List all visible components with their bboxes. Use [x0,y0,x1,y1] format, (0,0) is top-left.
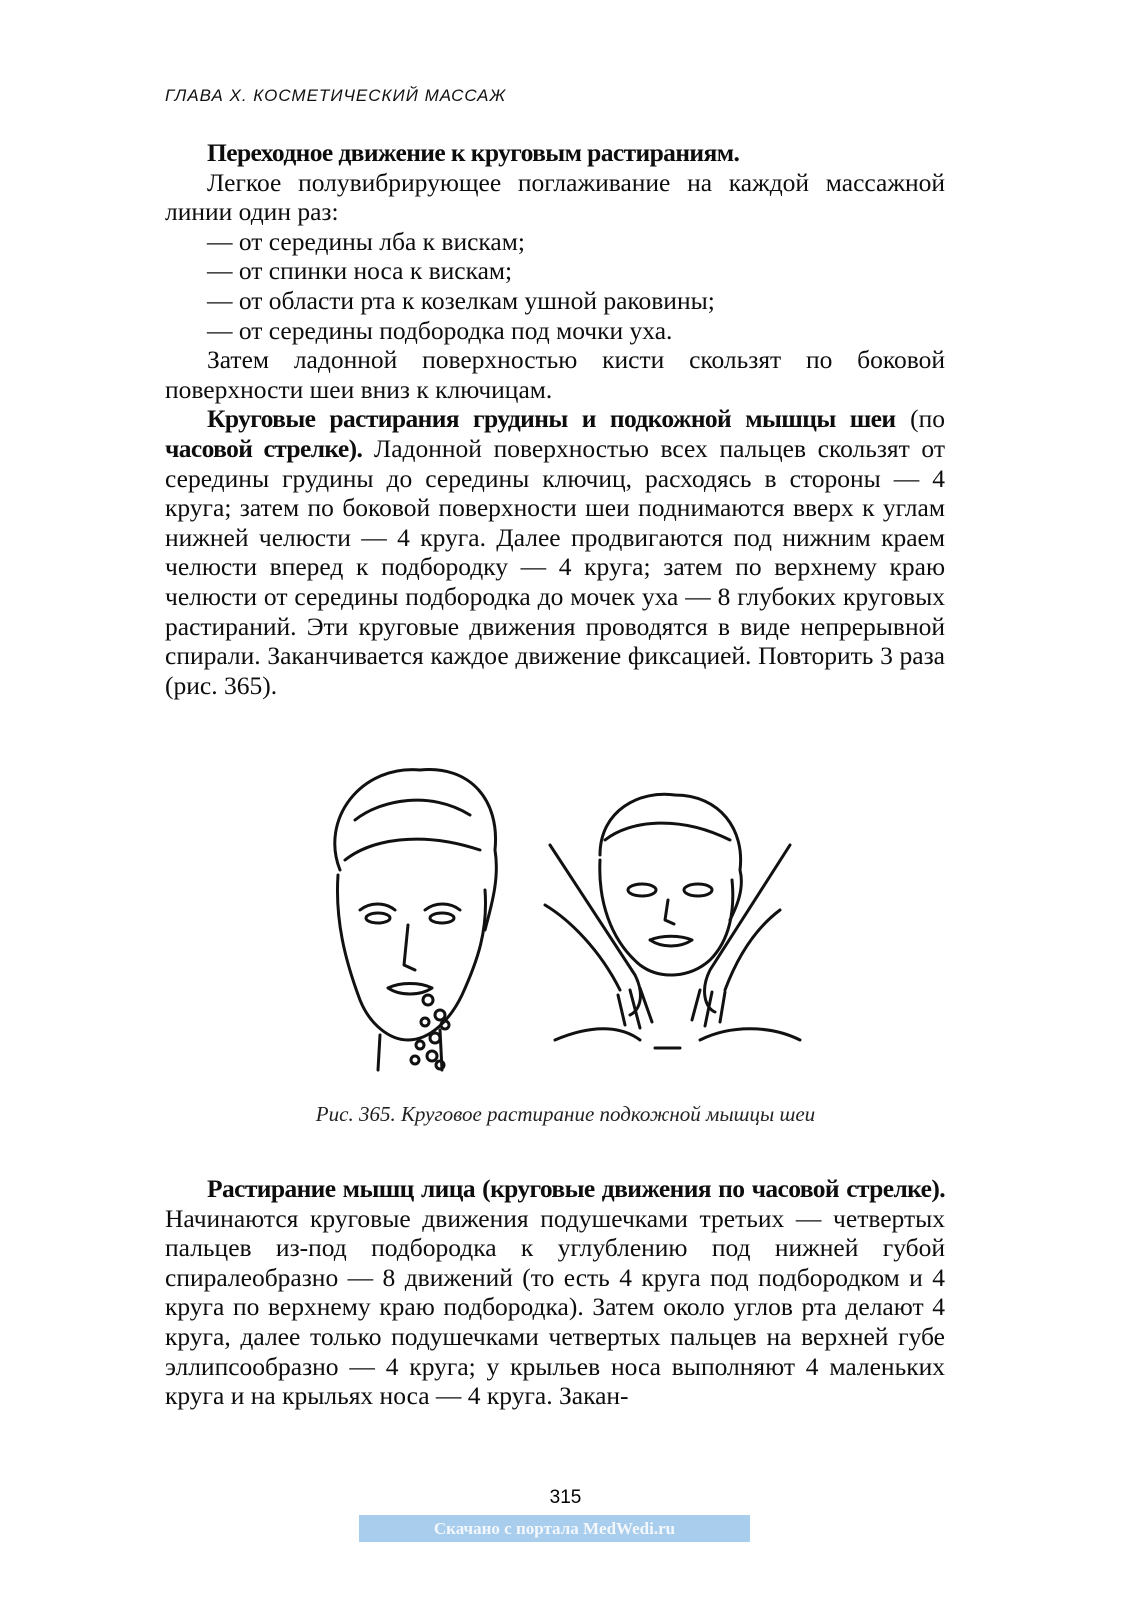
bold-heading: часовой стрелке). [165,433,363,463]
figure-caption: Рис. 365. Круговое растирание подкожной мышцы шеи [315,1102,816,1126]
paragraph-palm-slide: Затем ладонной поверхностью кисти скользят по боковой поверхности шеи вниз к ключицам. [165,345,945,404]
paragraph-sternum-rubbing [165,404,945,700]
running-header: ГЛАВА X. КОСМЕТИЧЕСКИЙ МАССАЖ [165,86,507,105]
list-item: — от середины подбородка под мочки уха. [207,315,673,345]
download-watermark: Скачано с портала MedWedi.ru [359,1515,750,1542]
face-illustration-right [545,794,800,1048]
page-number: 315 [549,1487,582,1508]
bold-heading: Переходное движение к круговым растираниям. [207,138,740,167]
paragraph-body: Начинаются круговые движения подушечками третьих — четвертых пальцев из-под подбородка к углублению под нижней губой спиралеобразно — 8 движений (то есть 4 круга под подбородком и 4 круга по верхнему краю подбородка). Затем около углов рта делают 4 круга, далее только подушечками четвертых пальцев на верхней губе эллипсообразно — 4 круга; у крыльев носа выполняют 4 маленьких круга и на крыльях носа — 4 круга. Закан- [165,1203,945,1411]
bold-heading: Растирание мышц лица (круговые движения по часовой стрелке). [207,1174,945,1203]
face-illustration-left [335,770,497,1070]
inline-text: (по [895,404,945,434]
list-item: — от области рта к козелкам ушной раковины; [207,285,715,315]
text-block-bottom [165,1174,945,1411]
paragraph-face-rubbing [165,1174,945,1411]
text-block-top [165,138,945,700]
paragraph-stroking: Легкое полувибрирующее поглаживание на каждой массажной линии один раз: [165,167,945,227]
figure-365-illustration [300,760,820,1080]
list-item: — от середины лба к вискам; [207,226,525,256]
paragraph-body: Ладонной поверхностью всех пальцев скользят от середины грудины до середины ключиц, расходясь в стороны — 4 круга; затем по боковой поверхности шеи поднимаются вверх к углам нижней челюсти — 4 круга. Далее продвигаются под нижним краем челюсти вперед к подбородку — 4 круга; затем по верхнему краю челюсти от середины подбородка до мочек уха — 8 глубоких круговых растираний. Эти круговые движения проводятся в виде непрерывной спирали. Заканчивается каждое движение фиксацией. Повторить 3 раза (рис. 365). [165,433,945,700]
list-item: — от спинки носа к вискам; [207,256,513,286]
paragraph-transition-heading [165,138,945,168]
bold-heading: Круговые растирания грудины и подкожной мышцы шеи [207,404,896,434]
